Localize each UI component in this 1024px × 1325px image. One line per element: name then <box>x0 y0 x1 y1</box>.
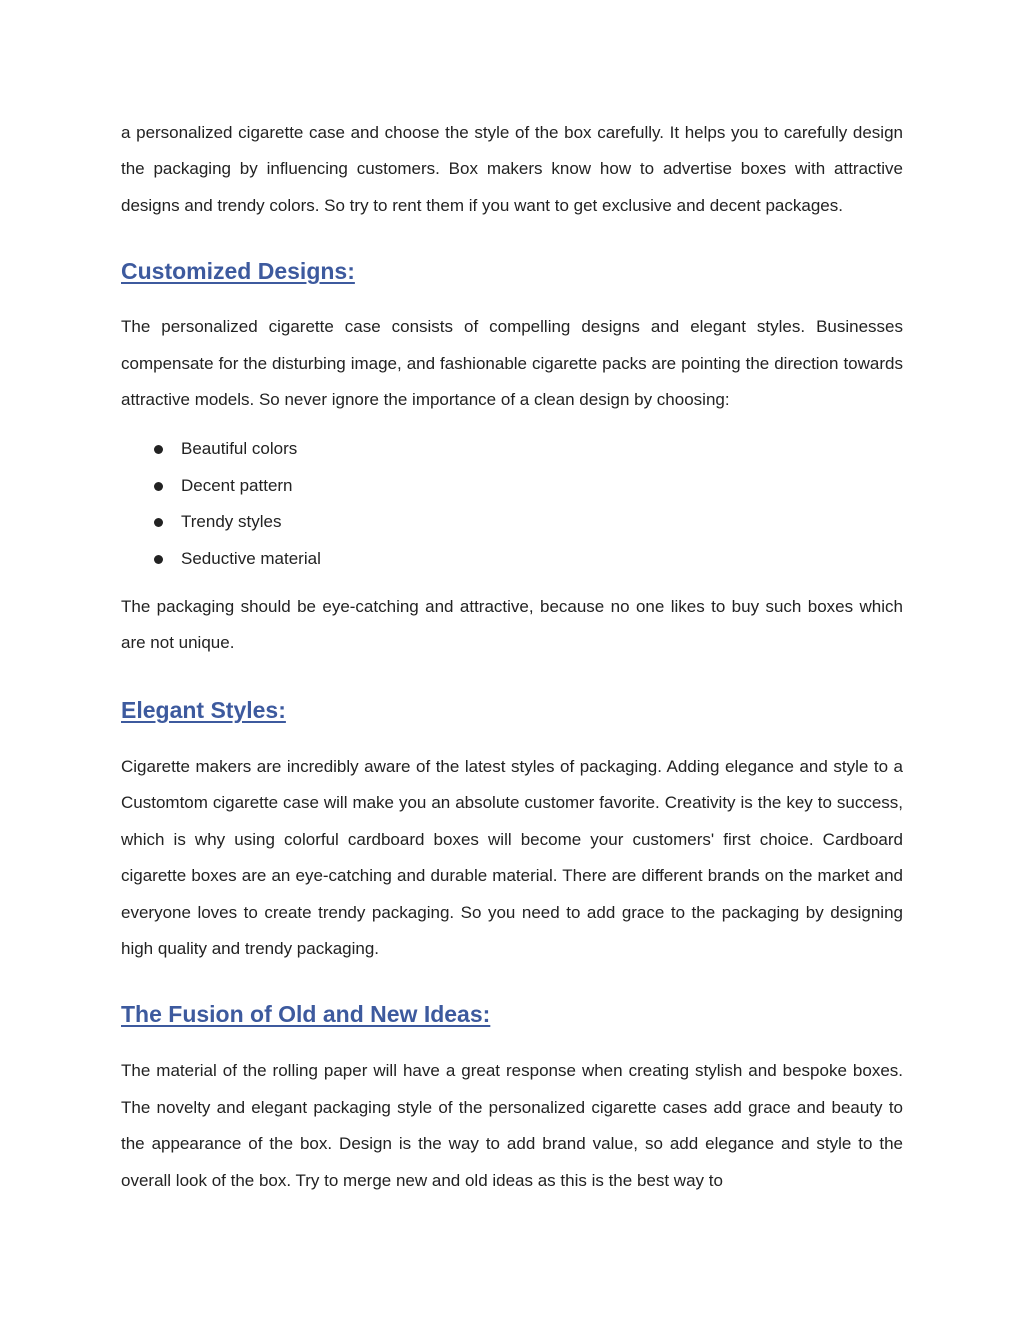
customized-paragraph: The personalized cigarette case consists of compelling designs and elegant styles. Businesses compensate for the disturbing image, and fashionable cigarette packs are pointing the direction towards attractive models. So never ignore the importance of a clean design by choosing: <box>121 317 903 410</box>
elegant-paragraph: Cigarette makers are incredibly aware of the latest styles of packaging. Adding elegance and style to a Customtom cigarette case will make you an absolute customer favorite. Creativity is the key to success, which is why using colorful cardboard boxes will become your customers' first choice. Cardboard cigarette boxes are an eye-catching and durable material. There are different brands on the market and everyone loves to create trendy packaging. So you need to add grace to the packaging by designing high quality and trendy packaging. <box>121 756 903 958</box>
list-item-text: Trendy styles <box>181 512 282 532</box>
design-choices-list <box>121 431 903 577</box>
heading-elegant-styles: Elegant Styles: <box>121 696 286 723</box>
customized-after-paragraph: The packaging should be eye-catching and attractive, because no one likes to buy such boxes which are not unique. <box>121 597 903 653</box>
list-item <box>121 541 903 577</box>
document-page <box>121 115 903 1199</box>
bullet-icon <box>154 482 163 491</box>
list-item-text: Beautiful colors <box>181 439 298 459</box>
list-item-text: Decent pattern <box>181 475 293 495</box>
list-item-text: Seductive material <box>181 548 321 568</box>
heading-customized-designs: Customized Designs: <box>121 258 355 285</box>
bullet-icon <box>154 555 163 564</box>
heading-fusion-ideas: The Fusion of Old and New Ideas: <box>121 1001 491 1028</box>
fusion-paragraph: The material of the rolling paper will have a great response when creating stylish and bespoke boxes. The novelty and elegant packaging style of the personalized cigarette cases add grace and beauty to the appearance of the box. Design is the way to add brand value, so add elegance and style to the overall look of the box. Try to merge new and old ideas as this is the best way to <box>121 1061 903 1190</box>
bullet-icon <box>154 518 163 527</box>
list-item <box>121 504 903 540</box>
intro-paragraph: a personalized cigarette case and choose the style of the box carefully. It helps you to carefully design the packaging by influencing customers. Box makers know how to advertise boxes with attractive designs and trendy colors. So try to rent them if you want to get exclusive and decent packages. <box>121 123 903 215</box>
list-item <box>121 431 903 467</box>
bullet-icon <box>154 445 163 454</box>
list-item <box>121 468 903 504</box>
